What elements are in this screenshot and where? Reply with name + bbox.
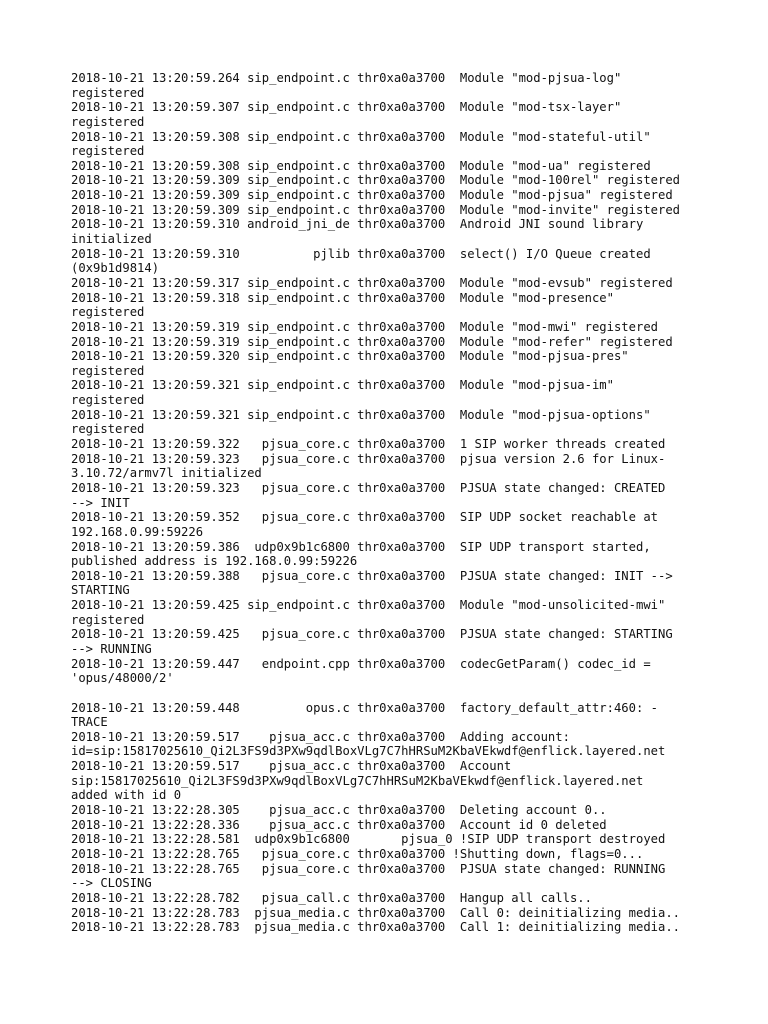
log-line: 2018-10-21 13:22:28.783 pjsua_media.c thr0xa0a3700 Call 0: deinitializing media.. — [71, 905, 681, 920]
log-line: --> CLOSING — [71, 876, 152, 891]
log-line: 2018-10-21 13:20:59.309 sip_endpoint.c thr0xa0a3700 Module "mod-pjsua" registered — [71, 188, 673, 203]
log-line: 2018-10-21 13:20:59.317 sip_endpoint.c thr0xa0a3700 Module "mod-evsub" registered — [71, 275, 673, 290]
log-line: 2018-10-21 13:20:59.425 sip_endpoint.c thr0xa0a3700 Module "mod-unsolicited-mwi" — [71, 598, 666, 613]
log-line: published address is 192.168.0.99:59226 — [71, 554, 358, 569]
log-line: 2018-10-21 13:20:59.318 sip_endpoint.c thr0xa0a3700 Module "mod-presence" — [71, 290, 614, 305]
log-line: 2018-10-21 13:20:59.517 pjsua_acc.c thr0xa0a3700 Account — [71, 759, 512, 774]
log-line: initialized — [71, 232, 152, 247]
log-line: 2018-10-21 13:22:28.783 pjsua_media.c thr0xa0a3700 Call 1: deinitializing media.. — [71, 920, 681, 935]
log-line: 2018-10-21 13:20:59.323 pjsua_core.c thr0xa0a3700 pjsua version 2.6 for Linux- — [71, 451, 666, 466]
log-line: 2018-10-21 13:20:59.308 sip_endpoint.c thr0xa0a3700 Module "mod-stateful-util" — [71, 129, 651, 144]
log-line: 2018-10-21 13:20:59.307 sip_endpoint.c thr0xa0a3700 Module "mod-tsx-layer" — [71, 100, 622, 115]
log-line: 2018-10-21 13:20:59.321 sip_endpoint.c thr0xa0a3700 Module "mod-pjsua-options" — [71, 407, 651, 422]
log-line: 2018-10-21 13:20:59.517 pjsua_acc.c thr0xa0a3700 Adding account: — [71, 729, 570, 744]
log-line: 2018-10-21 13:20:59.310 pjlib thr0xa0a3700 select() I/O Queue created — [71, 246, 651, 261]
log-line: 2018-10-21 13:20:59.319 sip_endpoint.c thr0xa0a3700 Module "mod-mwi" registered — [71, 319, 658, 334]
log-line — [71, 686, 761, 701]
log-line: 2018-10-21 13:22:28.336 pjsua_acc.c thr0xa0a3700 Account id 0 deleted — [71, 817, 607, 832]
log-line: 2018-10-21 13:20:59.319 sip_endpoint.c thr0xa0a3700 Module "mod-refer" registered — [71, 334, 673, 349]
log-line: 192.168.0.99:59226 — [71, 524, 204, 539]
log-line: 2018-10-21 13:20:59.386 udp0x9b1c6800 thr0xa0a3700 SIP UDP transport started, — [71, 539, 651, 554]
log-line: 2018-10-21 13:20:59.447 endpoint.cpp thr0xa0a3700 codecGetParam() codec_id = — [71, 656, 651, 671]
log-line: added with id 0 — [71, 788, 182, 803]
log-line: 2018-10-21 13:22:28.765 pjsua_core.c thr0xa0a3700 PJSUA state changed: RUNNING — [71, 861, 666, 876]
log-line: --> RUNNING — [71, 641, 152, 656]
log-line: 2018-10-21 13:20:59.448 opus.c thr0xa0a3700 factory_default_attr:460: - — [71, 700, 658, 715]
log-line: TRACE — [71, 715, 108, 730]
log-line: registered — [71, 144, 145, 159]
log-line: 2018-10-21 13:20:59.309 sip_endpoint.c thr0xa0a3700 Module "mod-invite" registered — [71, 202, 681, 217]
log-line: 2018-10-21 13:20:59.352 pjsua_core.c thr0xa0a3700 SIP UDP socket reachable at — [71, 510, 658, 525]
log-line: registered — [71, 305, 145, 320]
log-line: registered — [71, 85, 145, 100]
log-line: id=sip:15817025610_Qi2L3FS9d3PXw9qdlBoxVLg7C7hHRSuM2KbaVEkwdf@enflick.layered.net — [71, 744, 666, 759]
log-line: 2018-10-21 13:20:59.264 sip_endpoint.c thr0xa0a3700 Module "mod-pjsua-log" — [71, 71, 622, 85]
log-line: 2018-10-21 13:20:59.322 pjsua_core.c thr0xa0a3700 1 SIP worker threads created — [71, 437, 666, 452]
log-line: 2018-10-21 13:22:28.765 pjsua_core.c thr0xa0a3700 !Shutting down, flags=0... — [71, 846, 644, 861]
log-line: registered — [71, 422, 145, 437]
log-line: registered — [71, 114, 145, 129]
log-line: registered — [71, 612, 145, 627]
log-line: 2018-10-21 13:20:59.308 sip_endpoint.c thr0xa0a3700 Module "mod-ua" registered — [71, 158, 651, 173]
log-line: 'opus/48000/2' — [71, 671, 174, 686]
log-line: registered — [71, 393, 145, 408]
log-line: 3.10.72/armv7l initialized — [71, 466, 262, 481]
log-line: 2018-10-21 13:20:59.323 pjsua_core.c thr0xa0a3700 PJSUA state changed: CREATED — [71, 480, 666, 495]
log-line: 2018-10-21 13:20:59.388 pjsua_core.c thr0xa0a3700 PJSUA state changed: INIT --> — [71, 568, 673, 583]
log-line: 2018-10-21 13:20:59.320 sip_endpoint.c thr0xa0a3700 Module "mod-pjsua-pres" — [71, 349, 629, 364]
log-line: 2018-10-21 13:20:59.321 sip_endpoint.c thr0xa0a3700 Module "mod-pjsua-im" — [71, 378, 614, 393]
log-line: STARTING — [71, 583, 130, 598]
log-line: registered — [71, 363, 145, 378]
log-text-block — [71, 71, 761, 935]
log-line: sip:15817025610_Qi2L3FS9d3PXw9qdlBoxVLg7C7hHRSuM2KbaVEkwdf@enflick.layered.net — [71, 773, 644, 788]
log-line: 2018-10-21 13:20:59.309 sip_endpoint.c thr0xa0a3700 Module "mod-100rel" registered — [71, 173, 681, 188]
log-line: 2018-10-21 13:20:59.310 android_jni_de thr0xa0a3700 Android JNI sound library — [71, 217, 644, 232]
log-line: 2018-10-21 13:20:59.425 pjsua_core.c thr0xa0a3700 PJSUA state changed: STARTING — [71, 627, 673, 642]
log-line: 2018-10-21 13:22:28.581 udp0x9b1c6800 pjsua_0 !SIP UDP transport destroyed — [71, 832, 666, 847]
log-line: 2018-10-21 13:22:28.782 pjsua_call.c thr0xa0a3700 Hangup all calls.. — [71, 890, 592, 905]
log-line: 2018-10-21 13:22:28.305 pjsua_acc.c thr0xa0a3700 Deleting account 0.. — [71, 803, 607, 818]
log-line: --> INIT — [71, 495, 130, 510]
log-line: (0x9b1d9814) — [71, 261, 160, 276]
